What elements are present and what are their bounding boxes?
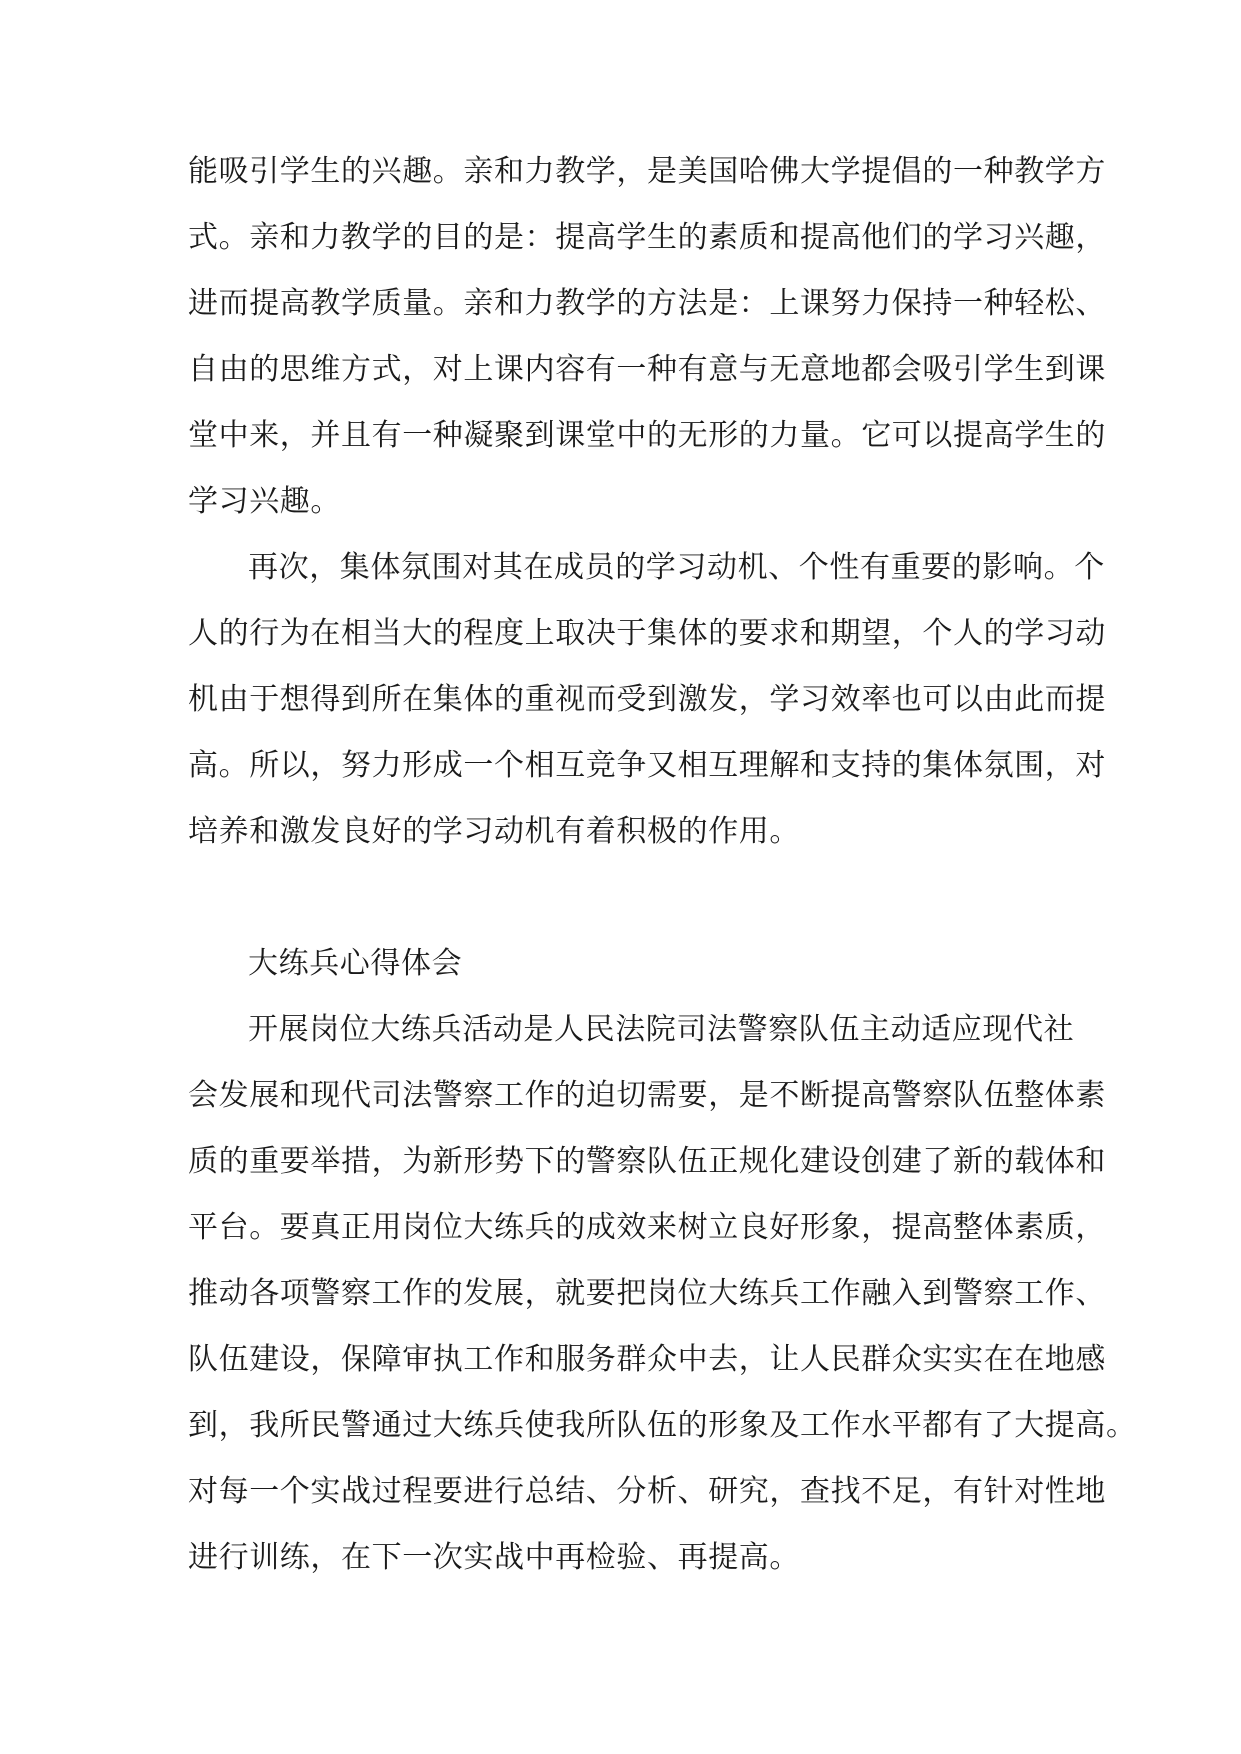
paragraph-2-line-1: 再次，集体氛围对其在成员的学习动机、个性有重要的影响。个 [248, 550, 1105, 585]
paragraph-3-line-2: 会发展和现代司法警察工作的迫切需要，是不断提高警察队伍整体素 [188, 1078, 1106, 1113]
paragraph-3-line-4: 平台。要真正用岗位大练兵的成效来树立良好形象，提高整体素质， [188, 1210, 1106, 1245]
paragraph-2-line-2: 人的行为在相当大的程度上取决于集体的要求和期望，个人的学习动 [188, 616, 1106, 651]
paragraph-3-line-9: 进行训练，在下一次实战中再检验、再提高。 [188, 1540, 800, 1575]
paragraph-1-line-2: 式。亲和力教学的目的是：提高学生的素质和提高他们的学习兴趣， [188, 220, 1106, 255]
paragraph-3-line-5: 推动各项警察工作的发展，就要把岗位大练兵工作融入到警察工作、 [188, 1276, 1106, 1311]
paragraph-2-line-3: 机由于想得到所在集体的重视而受到激发，学习效率也可以由此而提 [188, 682, 1106, 717]
paragraph-3-line-8: 对每一个实战过程要进行总结、分析、研究，查找不足，有针对性地 [188, 1474, 1106, 1509]
paragraph-3-line-7: 到，我所民警通过大练兵使我所队伍的形象及工作水平都有了大提高。 [188, 1408, 1137, 1443]
paragraph-1-line-6: 学习兴趣。 [188, 484, 341, 519]
paragraph-3-line-6: 队伍建设，保障审执工作和服务群众中去，让人民群众实实在在地感 [188, 1342, 1106, 1377]
paragraph-3-line-1: 开展岗位大练兵活动是人民法院司法警察队伍主动适应现代社 [248, 1012, 1075, 1047]
paragraph-1-line-1: 能吸引学生的兴趣。亲和力教学，是美国哈佛大学提倡的一种教学方 [188, 154, 1106, 189]
paragraph-1-line-5: 堂中来，并且有一种凝聚到课堂中的无形的力量。它可以提高学生的 [188, 418, 1106, 453]
paragraph-3-line-3: 质的重要举措，为新形势下的警察队伍正规化建设创建了新的载体和 [188, 1144, 1106, 1179]
section-title: 大练兵心得体会 [248, 946, 463, 981]
paragraph-2-line-4: 高。所以，努力形成一个相互竞争又相互理解和支持的集体氛围，对 [188, 748, 1106, 783]
paragraph-1-line-4: 自由的思维方式，对上课内容有一种有意与无意地都会吸引学生到课 [188, 352, 1106, 387]
paragraph-2-line-5: 培养和激发良好的学习动机有着积极的作用。 [188, 814, 800, 849]
paragraph-1-line-3: 进而提高教学质量。亲和力教学的方法是：上课努力保持一种轻松、 [188, 286, 1106, 321]
